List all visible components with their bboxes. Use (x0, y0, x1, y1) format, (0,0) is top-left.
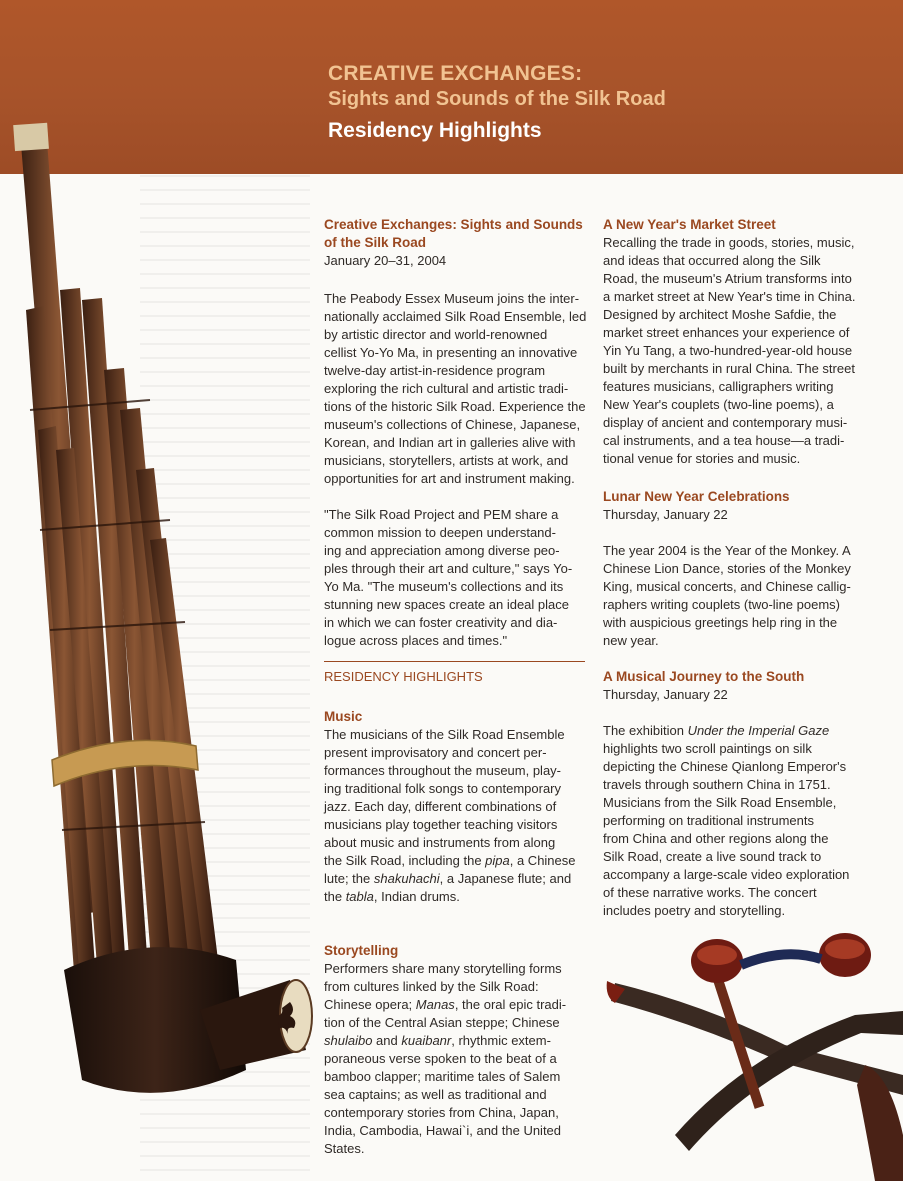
text-line: logue across places and times." (324, 633, 508, 648)
text-span: The exhibition (603, 723, 688, 738)
text-line: display of ancient and contemporary musi- (603, 415, 848, 430)
music-paragraph (324, 726, 589, 906)
text-line: opportunities for art and instrument making. (324, 471, 575, 486)
text-line: King, musical concerts, and Chinese callig- (603, 579, 851, 594)
italic-term: Manas (415, 997, 455, 1012)
text-line (324, 1032, 589, 1050)
text-line: musicians, storytellers, artists at work, and (324, 453, 569, 468)
text-line: cal instruments, and a tea house—a tradi- (603, 433, 845, 448)
text-line: about music and instruments from along (324, 835, 556, 850)
text-line: States. (324, 1141, 365, 1156)
text-span: the Silk Road, including the (324, 853, 486, 868)
text-line: New Year's couplets (two-line poems), a (603, 397, 834, 412)
intro-paragraph-1 (324, 290, 589, 488)
italic-term: shulaibo (324, 1033, 373, 1048)
text-line: Yin Yu Tang, a two-hundred-year-old house (603, 343, 853, 358)
storytelling-paragraph (324, 960, 589, 1158)
text-line: tions of the historic Silk Road. Experience the (324, 399, 586, 414)
text-line: includes poetry and storytelling. (603, 903, 786, 918)
text-line: nationally acclaimed Silk Road Ensemble, led (324, 309, 587, 324)
text-span: and (372, 1033, 402, 1048)
text-line: jazz. Each day, different combinations of (324, 799, 557, 814)
banner-section-title: Residency Highlights (328, 119, 542, 142)
banner-title: CREATIVE EXCHANGES: (328, 62, 583, 85)
text-line: market street enhances your experience of (603, 325, 850, 340)
text-line: Road, the museum's Atrium transforms into (603, 271, 852, 286)
intro-title (324, 216, 589, 252)
lunar-title: Lunar New Year Celebrations (603, 489, 790, 504)
banner-subtitle: Sights and Sounds of the Silk Road (328, 88, 666, 110)
text-line: musicians play together teaching visitors (324, 817, 558, 832)
text-line (324, 888, 589, 906)
text-line: ing and appreciation among diverse peo- (324, 543, 560, 558)
text-line: depicting the Chinese Qianlong Emperor's (603, 759, 847, 774)
text-line: sea captains; as well as traditional and (324, 1087, 547, 1102)
text-line: new year. (603, 633, 659, 648)
text-line: Performers share many storytelling forms (324, 961, 562, 976)
text-line: and ideas that occurred along the Silk (603, 253, 821, 268)
text-line: twelve-day artist-in-residence program (324, 363, 546, 378)
text-line: India, Cambodia, Hawai`i, and the United (324, 1123, 562, 1138)
text-line: Silk Road, create a live sound track to (603, 849, 822, 864)
lunar-paragraph (603, 542, 875, 650)
text-line: features musicians, calligraphers writing (603, 379, 834, 394)
text-line: Yo Ma. "The museum's collections and its (324, 579, 564, 594)
text-line (603, 722, 875, 740)
text-line: from China and other regions along the (603, 831, 829, 846)
erhu-instrument-image (605, 925, 903, 1181)
market-paragraph (603, 234, 875, 468)
journey-date: Thursday, January 22 (603, 687, 728, 702)
italic-term: tabla (345, 889, 374, 904)
text-line: ing traditional folk songs to contemporary (324, 781, 562, 796)
text-line: a market street at New Year's time in China. (603, 289, 856, 304)
text-line: bamboo clapper; maritime tales of Salem (324, 1069, 561, 1084)
text-line (324, 996, 589, 1014)
text-span: , a Chinese (509, 853, 576, 868)
text-line: The Peabody Essex Museum joins the inter- (324, 291, 580, 306)
text-line: highlights two scroll paintings on silk (603, 741, 812, 756)
italic-term: kuaibanr (401, 1033, 452, 1048)
text-line: Recalling the trade in goods, stories, music, (603, 235, 855, 250)
residency-highlights-heading: RESIDENCY HIGHLIGHTS (324, 669, 483, 684)
text-line: by artistic director and world-renowned (324, 327, 548, 342)
text-line: in which we can foster creativity and dia- (324, 615, 558, 630)
text-line: performing on traditional instruments (603, 813, 814, 828)
left-column (324, 216, 589, 1158)
section-divider (324, 661, 585, 662)
italic-title: Under the Imperial Gaze (687, 723, 830, 738)
intro-dates: January 20–31, 2004 (324, 253, 447, 268)
text-line: tional venue for stories and music. (603, 451, 801, 466)
text-span: , a Japanese flute; and (439, 871, 572, 886)
text-line: stunning new spaces create an ideal place (324, 597, 569, 612)
journey-title: A Musical Journey to the South (603, 669, 805, 684)
text-line: "The Silk Road Project and PEM share a (324, 507, 559, 522)
text-line: tion of the Central Asian steppe; Chinese (324, 1015, 560, 1030)
sheng-instrument-image (0, 110, 320, 1110)
text-line: present improvisatory and concert per- (324, 745, 547, 760)
text-span: Chinese opera; (324, 997, 416, 1012)
italic-term: shakuhachi (373, 871, 440, 886)
text-line: exploring the rich cultural and artistic tradi- (324, 381, 569, 396)
text-line: contemporary stories from China, Japan, (324, 1105, 559, 1120)
text-line: museum's collections of Chinese, Japanese, (324, 417, 581, 432)
intro-title-line-2: of the Silk Road (324, 235, 427, 250)
text-span: , rhythmic extem- (451, 1033, 551, 1048)
text-line: travels through southern China in 1751. (603, 777, 831, 792)
text-line: Korean, and Indian art in galleries alive with (324, 435, 576, 450)
text-span: lute; the (324, 871, 374, 886)
music-title: Music (324, 709, 363, 724)
storytelling-title: Storytelling (324, 943, 399, 958)
text-line: common mission to deepen understand- (324, 525, 556, 540)
text-line: raphers writing couplets (two-line poems) (603, 597, 840, 612)
text-line: formances throughout the museum, play- (324, 763, 562, 778)
right-column (603, 216, 875, 920)
text-line: of these narrative works. The concert (603, 885, 817, 900)
italic-term: pipa (485, 853, 510, 868)
text-line: accompany a large-scale video exploration (603, 867, 850, 882)
text-line: Chinese Lion Dance, stories of the Monkey (603, 561, 851, 576)
text-line: built by merchants in rural China. The street (603, 361, 855, 376)
text-line: from cultures linked by the Silk Road: (324, 979, 539, 994)
market-title: A New Year's Market Street (603, 217, 776, 232)
text-span: the (324, 889, 346, 904)
journey-paragraph (603, 722, 875, 920)
intro-title-line-1: Creative Exchanges: Sights and Sounds (324, 217, 583, 232)
text-line: The musicians of the Silk Road Ensemble (324, 727, 565, 742)
text-line: Musicians from the Silk Road Ensemble, (603, 795, 837, 810)
text-line: The year 2004 is the Year of the Monkey. A (603, 543, 851, 558)
text-line (324, 870, 589, 888)
lunar-date: Thursday, January 22 (603, 507, 728, 522)
text-span: , Indian drums. (373, 889, 460, 904)
text-line: Designed by architect Moshe Safdie, the (603, 307, 837, 322)
text-line: with auspicious greetings help ring in the (603, 615, 838, 630)
text-line (324, 852, 589, 870)
text-line: cellist Yo-Yo Ma, in presenting an innovative (324, 345, 578, 360)
text-line: ples through their art and culture," says Yo- (324, 561, 573, 576)
text-span: , the oral epic tradi- (454, 997, 567, 1012)
intro-paragraph-2 (324, 506, 589, 650)
text-line: poraneous verse spoken to the beat of a (324, 1051, 557, 1066)
